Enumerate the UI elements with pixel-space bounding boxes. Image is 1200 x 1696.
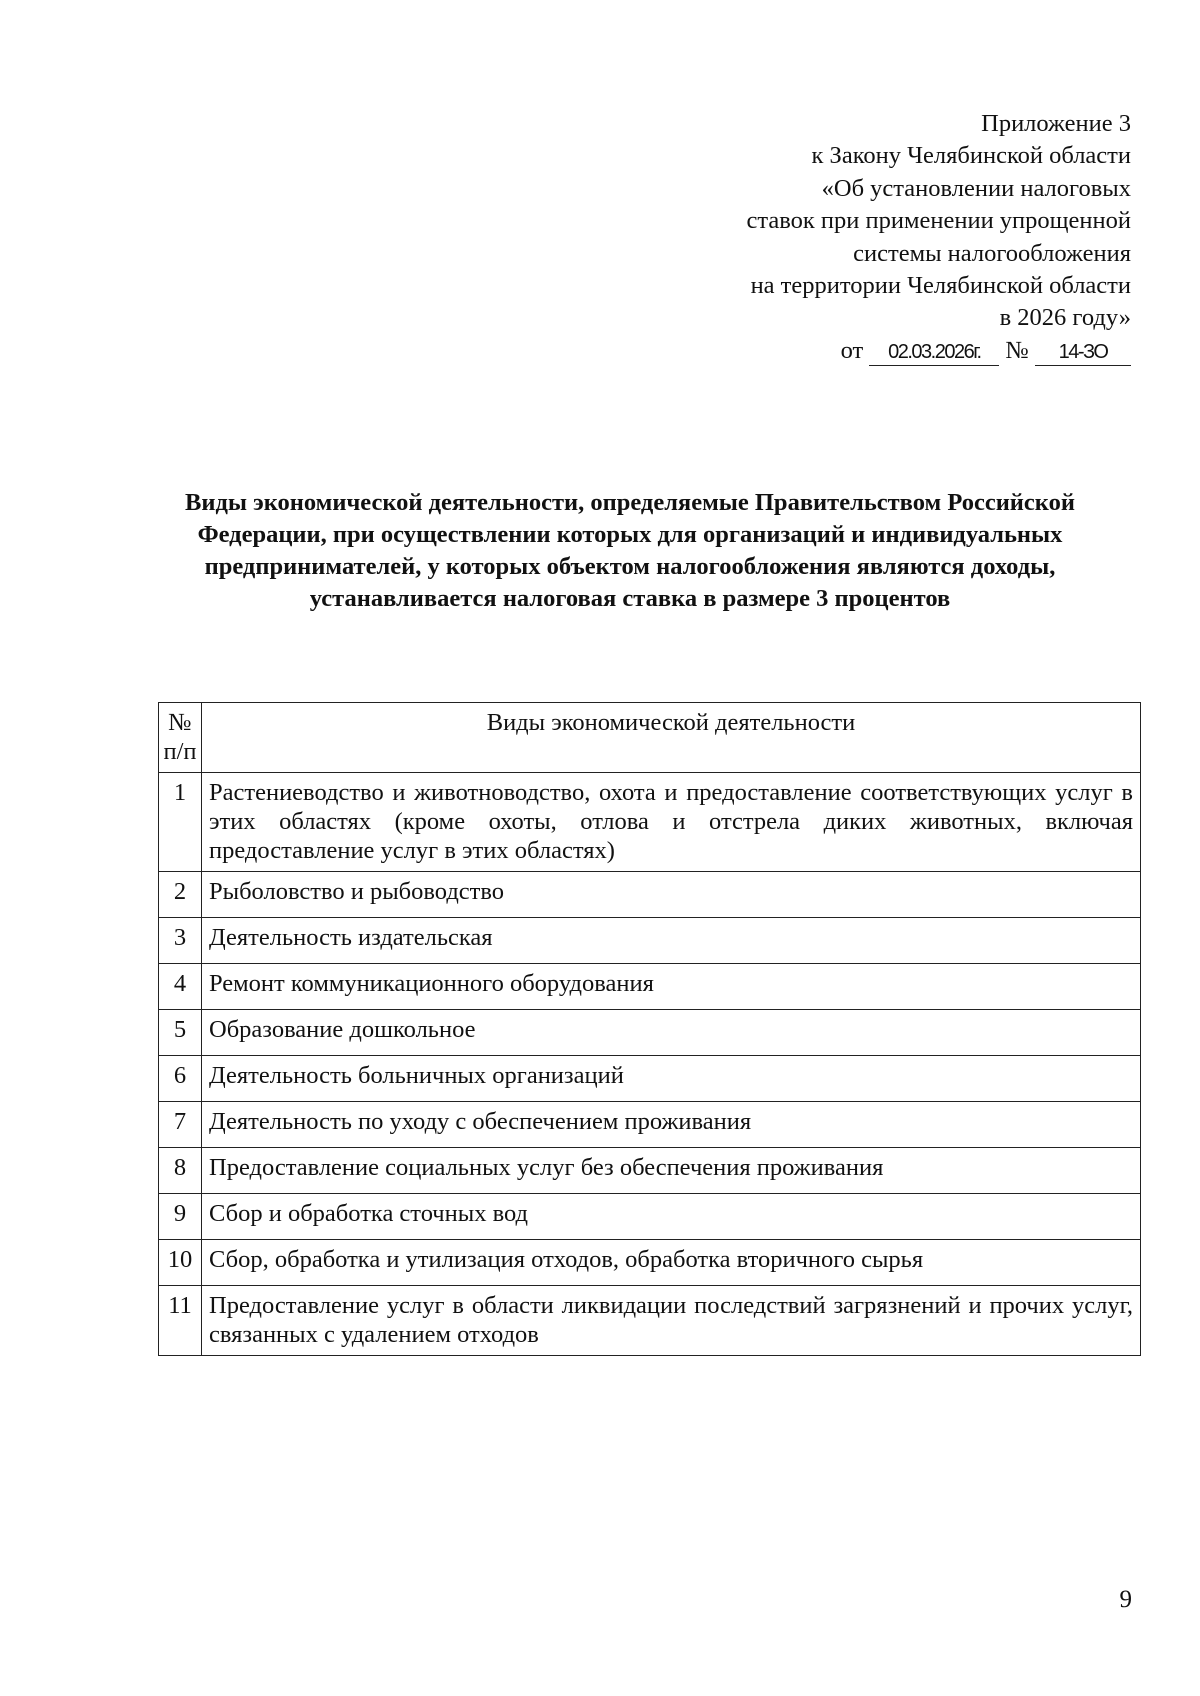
row-number: 3 xyxy=(159,918,202,964)
appendix-line: ставок при применении упрощенной xyxy=(746,207,1131,235)
row-number: 7 xyxy=(159,1102,202,1148)
row-number: 6 xyxy=(159,1056,202,1102)
row-number: 5 xyxy=(159,1010,202,1056)
activity-name: Ремонт коммуникационного оборудования xyxy=(202,964,1141,1010)
table-row xyxy=(159,1102,1141,1148)
header-name: Виды экономической деятельности xyxy=(202,703,1141,773)
document-title xyxy=(140,487,1120,615)
title-line: Виды экономической деятельности, определяемые Правительством Российской xyxy=(185,489,1075,516)
date-prefix: от xyxy=(840,336,864,364)
table-row xyxy=(159,964,1141,1010)
table-row xyxy=(159,872,1141,918)
appendix-line: на территории Челябинской области xyxy=(750,272,1131,300)
page-number: 9 xyxy=(1119,1586,1132,1613)
table-row xyxy=(159,918,1141,964)
activity-name: Предоставление социальных услуг без обеспечения проживания xyxy=(202,1148,1141,1194)
table-row xyxy=(159,1240,1141,1286)
row-number: 1 xyxy=(159,773,202,872)
row-number: 2 xyxy=(159,872,202,918)
activity-name: Рыболовство и рыбоводство xyxy=(202,872,1141,918)
row-number: 4 xyxy=(159,964,202,1010)
row-number: 11 xyxy=(159,1286,202,1356)
row-number: 9 xyxy=(159,1194,202,1240)
activity-name: Сбор, обработка и утилизация отходов, обработка вторичного сырья xyxy=(202,1240,1141,1286)
title-line: устанавливается налоговая ставка в размере 3 процентов xyxy=(309,585,951,612)
law-date-line xyxy=(571,335,1131,367)
activity-name: Деятельность по уходу с обеспечением проживания xyxy=(202,1102,1141,1148)
row-number: 10 xyxy=(159,1240,202,1286)
appendix-line: «Об установлении налоговых xyxy=(821,174,1131,202)
number-sign: № xyxy=(1005,336,1029,364)
appendix-line: Приложение 3 xyxy=(981,110,1131,137)
table-row xyxy=(159,1010,1141,1056)
row-number: 8 xyxy=(159,1148,202,1194)
table-row xyxy=(159,1286,1141,1356)
law-date: 02.03.2026г. xyxy=(869,339,999,366)
activity-name: Растениеводство и животноводство, охота и предоставление соответствующих услуг в этих областях (кроме охоты, отлова и отстрела диких животных, включая предоставление услуг в этих областях) xyxy=(202,773,1141,872)
activity-name: Сбор и обработка сточных вод xyxy=(202,1194,1141,1240)
activity-name: Образование дошкольное xyxy=(202,1010,1141,1056)
table-row xyxy=(159,1148,1141,1194)
table-row xyxy=(159,1056,1141,1102)
table-row xyxy=(159,1194,1141,1240)
appendix-line: в 2026 году» xyxy=(999,304,1131,332)
law-number: 14-ЗО xyxy=(1035,339,1131,366)
activity-name: Деятельность издательская xyxy=(202,918,1141,964)
title-line: предпринимателей, у которых объектом налогообложения являются доходы, xyxy=(204,553,1056,580)
header-number: № п/п xyxy=(159,703,202,773)
table-header-row xyxy=(159,703,1141,773)
activities-table xyxy=(158,702,1141,1356)
appendix-header xyxy=(571,108,1131,367)
title-line: Федерации, при осуществлении которых для организаций и индивидуальных xyxy=(197,521,1063,548)
appendix-line: системы налогообложения xyxy=(853,239,1131,267)
table-row xyxy=(159,773,1141,872)
activity-name: Деятельность больничных организаций xyxy=(202,1056,1141,1102)
activity-name: Предоставление услуг в области ликвидации последствий загрязнений и прочих услуг, связанных с удалением отходов xyxy=(202,1286,1141,1356)
appendix-line: к Закону Челябинской области xyxy=(811,142,1131,170)
